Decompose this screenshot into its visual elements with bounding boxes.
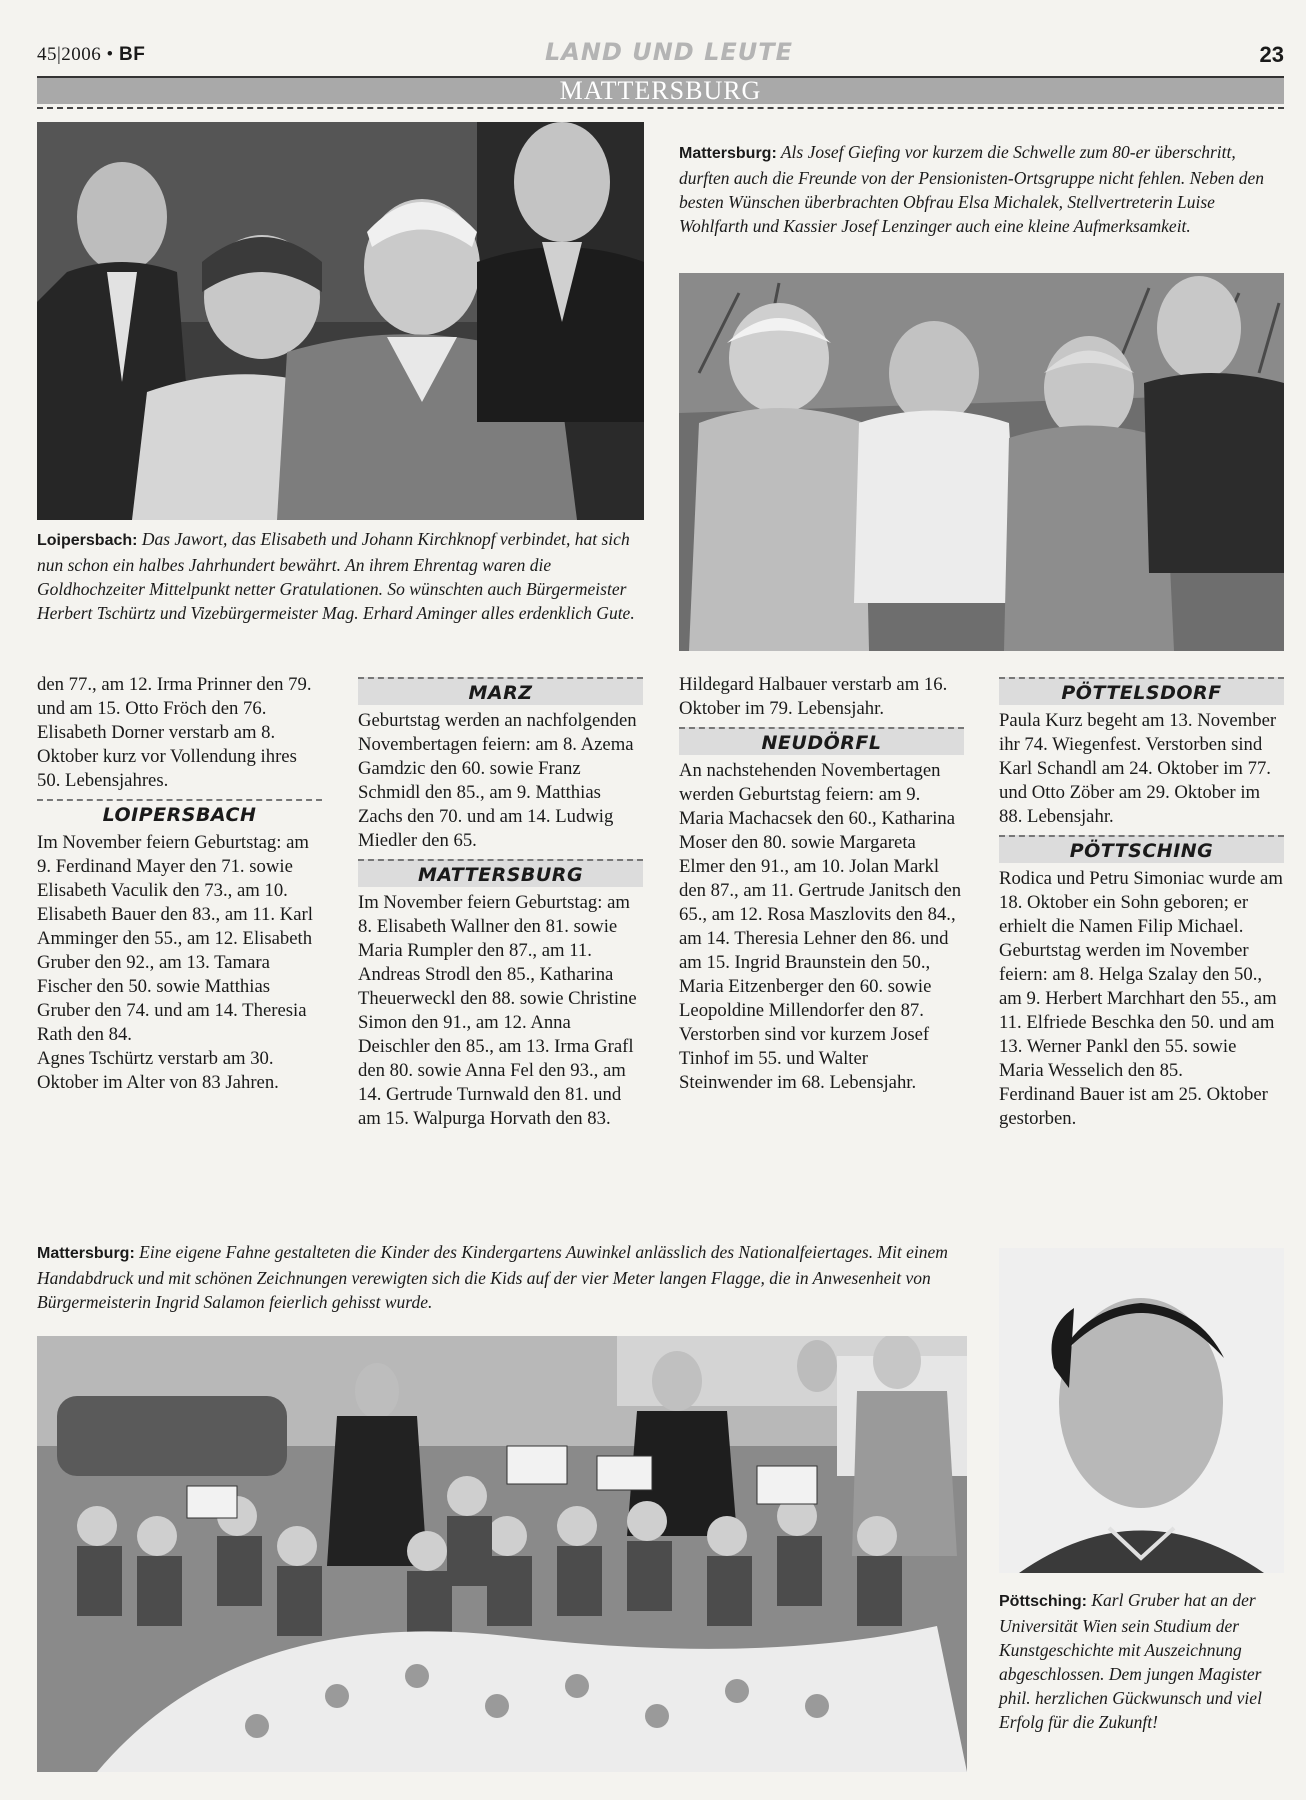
header-divider xyxy=(37,107,1284,109)
photo-poettsching-portrait xyxy=(999,1248,1284,1573)
section-title: LAND UND LEUTE xyxy=(545,38,794,66)
caption-poettsching xyxy=(999,1588,1284,1734)
col1-death: Elisabeth Dorner verstarb am 8. Oktober kurz vor Vollendung ihres 50. Lebensjahres. xyxy=(37,722,297,791)
heading-poettsching: PÖTTSCHING xyxy=(999,835,1284,863)
page-number: 23 xyxy=(1259,42,1284,67)
col4-body2: Rodica und Petru Simoniac wurde am 18. Oktober ein Sohn geboren; er erhielt die Namen Filip Michael. xyxy=(999,868,1283,937)
col1-intro: den 77., am 12. Irma Prinner den 79. und am 15. Otto Fröch den 76. xyxy=(37,674,312,719)
heading-loipersbach: LOIPERSBACH xyxy=(37,799,322,827)
col4-body3: Geburtstag werden im November feiern: am 8. Helga Szalay den 50., am 9. Herbert Marchhart den 55., am 11. Elfriede Beschka den 50. und am 13. Werner Pankl den 55. sowie Maria Wesselich den 85. xyxy=(999,940,1277,1081)
caption-loipersbach xyxy=(37,527,644,625)
column-3 xyxy=(679,673,964,1095)
caption-text: Karl Gruber hat an der Universität Wien sein Studium der Kunstgeschichte mit Auszeichnung abgeschlossen. Dem jungen Magister phil. herzlichen Gückwunsch und viel Erfolg für die Zukunft! xyxy=(999,1590,1262,1732)
col3-intro: Hildegard Halbauer verstarb am 16. Oktober im 79. Lebensjahr. xyxy=(679,674,948,719)
caption-place: Mattersburg: xyxy=(37,1245,135,1262)
col2-body2: Im November feiern Geburtstag: am 8. Elisabeth Wallner den 81. sowie Maria Rumpler den 87., am 11. Andreas Strodl den 85., Katharina Theuerweckl den 88. sowie Christine Simon den 91., am 12. Anna Deischler den 85., am 13. Irma Grafl den 80. sowie Anna Fel den 93., am 14. Gertrude Turnwald den 81. und am 15. Walpurga Horvath den 83. xyxy=(358,892,637,1129)
photo-loipersbach xyxy=(37,122,644,520)
col1-body: Im November feiern Geburtstag: am 9. Ferdinand Mayer den 71. sowie Elisabeth Vaculik den 73., am 10. Elisabeth Bauer den 83., am 11. Karl Amminger den 55., am 12. Elisabeth Gruber den 92., am 13. Tamara Fischer den 50. sowie Matthias Gruber den 74. und am 14. Theresia Rath den 84. xyxy=(37,832,313,1045)
col2-body: Geburtstag werden an nachfolgenden Novembertagen feiern: am 8. Azema Gamdzic den 60. sowie Franz Schmidl den 85., am 9. Matthias Zachs den 70. und am 14. Ludwig Miedler den 65. xyxy=(358,710,637,851)
caption-place: Pöttsching: xyxy=(999,1593,1087,1610)
col3-body: An nachstehenden Novembertagen werden Geburtstag feiern: am 9. Maria Machacsek den 60., Katharina Moser den 80. sowie Margareta Elmer den 91., am 10. Jolan Markl den 87., am 11. Gertrude Janitsch den 65., am 12. Rosa Maszlovits den 84., am 14. Theresia Lehner den 86. und am 15. Ingrid Braunstein den 50., Maria Eitzenberger den 60. sowie Leopoldine Millendorfer den 87. xyxy=(679,760,962,1021)
caption-mattersburg-top xyxy=(679,140,1284,238)
caption-place: Loipersbach: xyxy=(37,532,138,549)
caption-place: Mattersburg: xyxy=(679,145,777,162)
col1-death2: Agnes Tschürtz verstarb am 30. Oktober im Alter von 83 Jahren. xyxy=(37,1048,279,1093)
heading-poettelsdorf: PÖTTELSDORF xyxy=(999,677,1284,705)
caption-text: Eine eigene Fahne gestalteten die Kinder des Kindergartens Auwinkel anlässlich des Nationalfeiertages. Mit einem Handabdruck und mit schönen Zeichnungen verewigten sich die Kids auf der vier Meter langen Flagge, die in Anwesenheit von Bürgermeisterin Ingrid Salamon feierlich gehisst wurde. xyxy=(37,1242,948,1312)
brand-label: BF xyxy=(118,44,146,65)
column-2 xyxy=(358,673,643,1131)
heading-marz: MARZ xyxy=(358,677,643,705)
column-1 xyxy=(37,673,322,1095)
heading-mattersburg: MATTERSBURG xyxy=(358,859,643,887)
heading-neudoerfl: NEUDÖRFL xyxy=(679,727,964,755)
caption-mattersburg-bottom xyxy=(37,1240,967,1314)
issue-label: 45|2006 • BF xyxy=(37,44,146,65)
caption-text: Das Jawort, das Elisabeth und Johann Kirchknopf verbindet, hat sich nun schon ein halbes Jahrhundert bewährt. An ihrem Ehrentag waren die Goldhochzeiter Mittelpunkt netter Gratulationen. So wünschten auch Bürgermeister Herbert Tschürtz und Vizebürgermeister Mag. Erhard Aminger alles erdenklich Gute. xyxy=(37,529,635,623)
col4-death: Ferdinand Bauer ist am 25. Oktober gestorben. xyxy=(999,1084,1268,1129)
region-title: MATTERSBURG xyxy=(559,76,762,105)
photo-kindergarten-flag xyxy=(37,1336,967,1772)
column-4 xyxy=(999,673,1284,1131)
col4-body: Paula Kurz begeht am 13. November ihr 74. Wiegenfest. Verstorben sind Karl Schandl am 24. Oktober im 77. und Otto Zöber am 29. Oktober im 88. Lebensjahr. xyxy=(999,710,1277,827)
col3-death: Verstorben sind vor kurzem Josef Tinhof im 55. und Walter Steinwender im 68. Lebensjahr. xyxy=(679,1024,930,1093)
caption-text: Als Josef Giefing vor kurzem die Schwelle zum 80-er überschritt, durften auch die Freunde von der Pensionisten-Ortsgruppe nicht fehlen. Neben den besten Wünschen überbrachten Obfrau Elsa Michalek, Stellvertreterin Luise Wohlfarth und Kassier Josef Lenzinger auch eine kleine Aufmerksamkeit. xyxy=(679,142,1264,236)
region-banner xyxy=(37,76,1284,104)
photo-mattersburg-group xyxy=(679,273,1284,651)
